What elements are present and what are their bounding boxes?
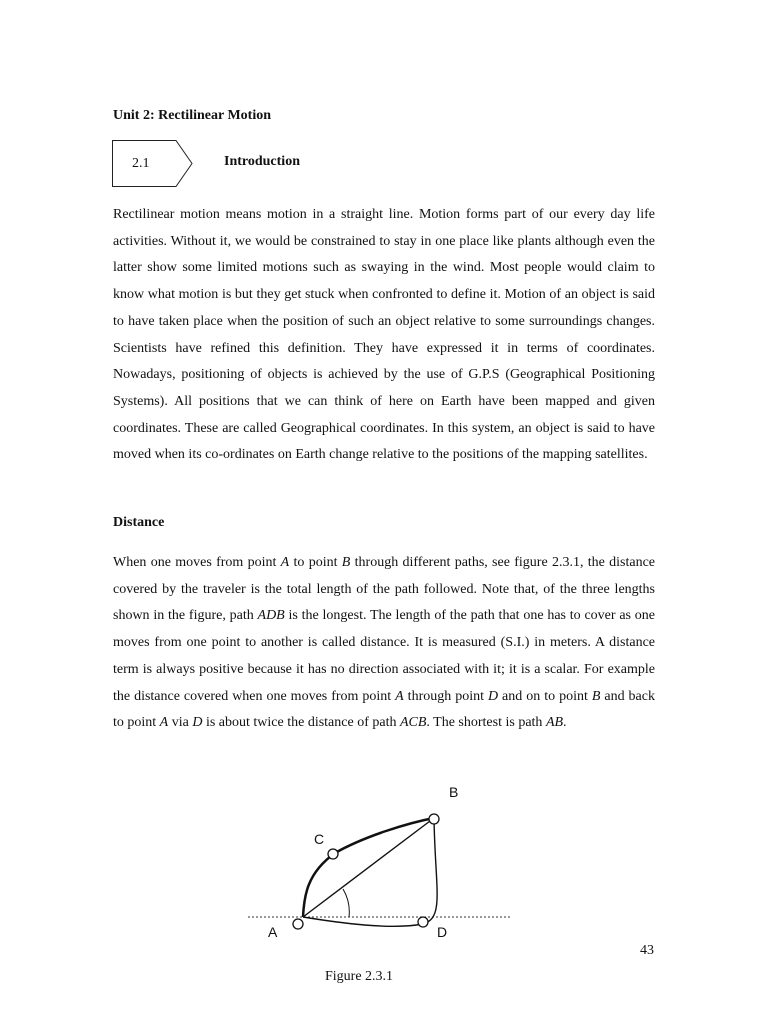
intro-paragraph: Rectilinear motion means motion in a straight line. Motion forms part of our every day life activities. Without it, we would be constrained to stay in one place like plants although even the latter show some limited motions such as swaying in the wind. Most people would claim to know what motion is but they get stuck when confronted to define it. Motion of an object is said to have taken place when the position of such an object relative to some surroundings changes. Scientists have refined this definition. They have expressed it in terms of coordinates. Nowadays, positioning of objects is achieved by the use of G.P.S (Geographical Positioning Systems). All positions that we can think of here on Earth have been mapped and given coordinates. These are called Geographical coordinates. In this system, an object is said to have moved when its co-ordinates on Earth change relative to the positions of the mapping satellites.: [113, 207, 655, 463]
label-b: B: [449, 784, 459, 800]
label-d: D: [437, 924, 448, 940]
section-title: Introduction: [224, 154, 300, 169]
point-c-marker: [328, 849, 338, 859]
section-number: 2.1: [132, 156, 150, 171]
point-a-marker: [293, 919, 303, 929]
point-d-marker: [418, 917, 428, 927]
label-a: A: [268, 924, 278, 940]
section-number-tag: [112, 140, 194, 187]
page-number: 43: [640, 943, 654, 958]
label-c: C: [314, 831, 325, 847]
point-b-marker: [429, 814, 439, 824]
figure-caption: Figure 2.3.1: [325, 969, 394, 984]
unit-title: Unit 2: Rectilinear Motion: [113, 108, 271, 123]
angle-arc: [343, 889, 349, 917]
path-diagram: [240, 778, 530, 948]
distance-paragraph: When one moves from point A to point B through different paths, see figure 2.3.1, the distance covered by the traveler is the total length of the path followed. Note that, of the three lengths shown in the figure, path ADB is the longest. The length of the path that one has to cover as one moves from one point to another is called distance. It is measured (S.I.) in meters. A distance term is always positive because it has no direction associated with it; it is a scalar. For example the distance covered when one moves from point A through point D and on to point B and back to point A via D is about twice the distance of path ACB. The shortest is path AB.: [113, 555, 656, 731]
distance-heading: Distance: [113, 515, 165, 530]
figure-2-3-1: [240, 778, 530, 948]
section-tag-arrow-shape: [112, 140, 194, 187]
